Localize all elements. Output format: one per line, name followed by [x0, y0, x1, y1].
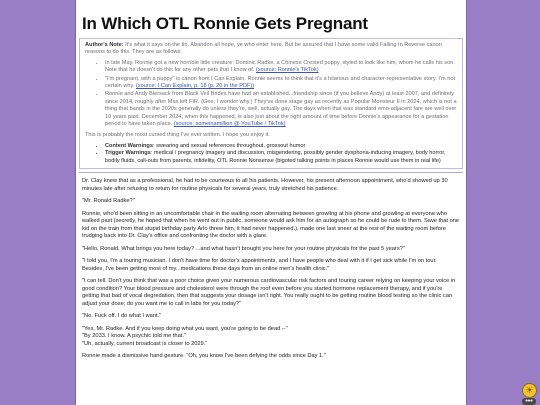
story-paragraph: "I can tell. Don't you think that was a poor choice given your numerous cardiovascular risk factors and touring career relying on keeping your voice in good condition? Your blood pressure and cholesterol were through the roof even before you started hormone replacement therapy, and if you're getting that bad of vocal degredation, then that suggests your dosage isn't right. You really ought to be getting routine blood testing so the clinic can adjust your dose; do you want me to call in labs for you today?": [82, 278, 456, 307]
story-paragraph: Ronnie made a dismissive hand gesture. "Oh, you know I've been defying the odds since Day 1.": [82, 353, 326, 360]
source-link[interactable]: (source: Ronnie's TikTok): [255, 67, 319, 74]
cursed-line: This is probably the most cursed thing I've ever written. I hope you enjoy it.: [85, 132, 270, 139]
source-link[interactable]: (source: I Can Explain, p. 18 (p. 20 in the PDF)): [135, 83, 255, 90]
story-paragraph: Ronnie, who'd been sitting in an uncomfortable chair in the waiting room alternating between growling at his phone and growling at everyone who walked past (secretly, he hoped that when he went out in public, someone would ask him for an autograph so he could be rude to them. Save that one kid on the train from that stupid birthday party Arlo threw him, it had never happened.), made one last sneer at the rest of the waiting room before trudging back into Dr. Clay's office and confronting the doctor with a glare.: [82, 210, 460, 240]
warning-text: : medical / pregnancy imagery and discussion, misgendering, possibly gender dysphoria-inducing imagery, body horror, bodily fluids, call-outs from parents, infidelity, OTL Ronnie Nonsense (bigoted talking points in places Ronnie would use them in real life): [105, 150, 446, 164]
header-notes-box: [79, 38, 463, 169]
source-link[interactable]: (source: someinamillion @ YouTube / TikTok): [173, 121, 286, 128]
warning-label: Trigger Warnings: [105, 150, 151, 157]
warning-text: : swearing and sexual references throughout, grossout humor: [152, 142, 306, 149]
list-item: [105, 76, 457, 91]
sun-icon[interactable]: ☀: [522, 383, 537, 398]
note-text: Ronnie and Andy Biersack from Black Veil Brides have had an established...friendship since (if you believe Andy) at least 2007, and definitely since 2014, roughly after Max left FIR. (Gee, I wonder why.) They've done stage gay as recently as Popular Monsteur II in 2024, which is not a thing that bands in the 2020s generally do unless they're, well, actually gay. The days when that was standard emo-adjacent fare are well over 10 years past. December 2024, when this happened, is also just about the right amount of time before Donnie's appearance for a gestation period to have taken place.: [105, 91, 457, 128]
authors-note: [85, 42, 457, 57]
story-body: [76, 173, 466, 368]
more-options-icon[interactable]: •••: [522, 398, 536, 405]
story-paragraph: "Mr. Ronald Radke?": [82, 198, 135, 205]
warning-label: Content Warnings: [105, 142, 153, 149]
story-paragraph: "Yes, Mr. Radke. And if you keep doing what you want, you're going to be dead --" "By 2033. I know. A psychic told me that." "Uh, actually, current broadcast is closer to 2029.": [82, 325, 288, 347]
story-paragraph: Dr. Clay knew that as a professional, he had to be courteous to all his patients. However, his present afternoon appointment, who'd showed up 30 minutes late after refusing to return for routine physicals for several years, truly stretched his patience.: [82, 178, 448, 192]
list-item: [105, 60, 457, 75]
authors-note-text: It's what it says on the tin. Abandon all hope, ye who enter here. But be assured that I have some valid Falling In Reverse canon reasons to do this. They are as follows:: [85, 42, 442, 56]
list-item: [105, 150, 457, 165]
authors-note-label: Author's Note:: [85, 42, 124, 48]
warnings-list: [99, 143, 457, 165]
list-item: [105, 143, 457, 150]
post-container: [75, 0, 467, 405]
notes-list: [99, 60, 457, 129]
note-text: "I'm pregnant, with a puppy" is canon from I Can Explain. Ronnie seems to think that it's a hilarious and character-representative story. I'm not certain why.: [105, 75, 456, 90]
story-paragraph: "No. Fuck off. I do what I want.": [82, 313, 162, 320]
story-paragraph: "I told you, I'm a touring musician. I don't have time for doctor's appointments, and I have people who deal with it if I get sick while I'm on tour. Besides, I've been getting most of my...medications these days from an online men's health clinic.": [82, 258, 437, 272]
post-title: In Which OTL Ronnie Gets Pregnant: [82, 14, 368, 33]
note-text: In late May, Ronnie got a new horrible little creature: Dominic Radke, a Chinese Crested puppy, styled to look like him, whom he calls his son. Note that he doesn't do this for any other pets that I know of.: [105, 59, 455, 74]
list-item: [105, 91, 457, 128]
story-paragraph: "Hello, Ronald. What brings you here today? ...and what hasn't brought you here for your routine physicals for the past 5 years?": [82, 245, 405, 252]
